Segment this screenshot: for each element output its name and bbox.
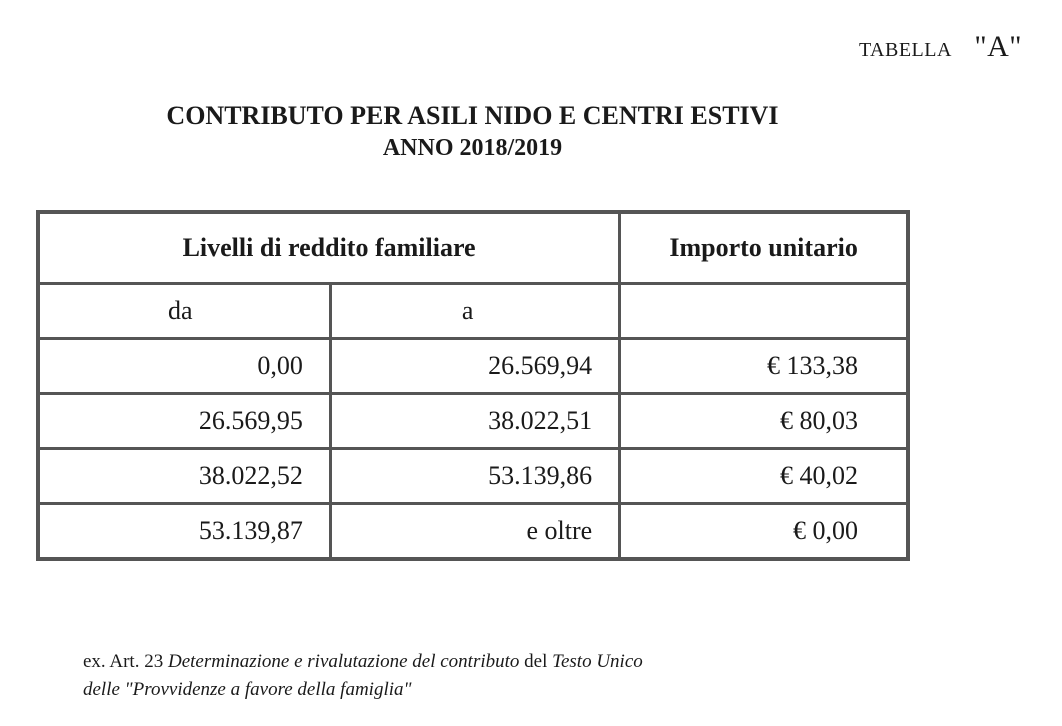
- row-amount-value: € 80,03: [620, 394, 908, 449]
- footnote-connector: del: [519, 651, 553, 672]
- subheader-from: da: [38, 284, 330, 339]
- footnote-line-2: delle "Provvidenze a favore della famiglia": [83, 679, 412, 700]
- table-row: [38, 394, 908, 449]
- title-line-2: ANNO 2018/2019: [382, 135, 563, 161]
- footnote-law-name: Testo Unico: [552, 651, 643, 672]
- subheader-to: a: [330, 284, 619, 339]
- footnote-article-title: Determinazione e rivalutazione del contributo: [167, 651, 520, 672]
- document-title: [0, 100, 945, 164]
- row-amount-value: € 40,02: [620, 449, 908, 504]
- row-to-value: 26.569,94: [330, 339, 619, 394]
- table-row: [38, 449, 908, 504]
- row-from-value: 0,00: [38, 339, 330, 394]
- table-header-row: [38, 212, 908, 284]
- header-unit-amount: Importo unitario: [620, 212, 908, 284]
- row-from-value: 53.139,87: [38, 504, 330, 560]
- footnote-article: ex. Art. 23: [83, 651, 168, 672]
- row-from-value: 38.022,52: [38, 449, 330, 504]
- footnote: [83, 648, 643, 704]
- table-subheader-row: [38, 284, 908, 339]
- row-amount-value: € 133,38: [620, 339, 908, 394]
- table-label: [859, 30, 1022, 64]
- header-income-levels: Livelli di reddito familiare: [38, 212, 620, 284]
- row-amount-value: € 0,00: [620, 504, 908, 560]
- table-label-code: "A": [974, 30, 1022, 63]
- row-to-value: e oltre: [330, 504, 619, 560]
- table-row: [38, 339, 908, 394]
- row-to-value: 53.139,86: [330, 449, 619, 504]
- row-to-value: 38.022,51: [330, 394, 619, 449]
- income-contribution-table: [36, 210, 910, 561]
- table-label-word: TABELLA: [858, 39, 951, 61]
- footnote-line-1: [83, 648, 643, 676]
- row-from-value: 26.569,95: [38, 394, 330, 449]
- title-line-1: CONTRIBUTO PER ASILI NIDO E CENTRI ESTIVI: [166, 101, 779, 130]
- subheader-empty: [620, 284, 908, 339]
- table-row: [38, 504, 908, 560]
